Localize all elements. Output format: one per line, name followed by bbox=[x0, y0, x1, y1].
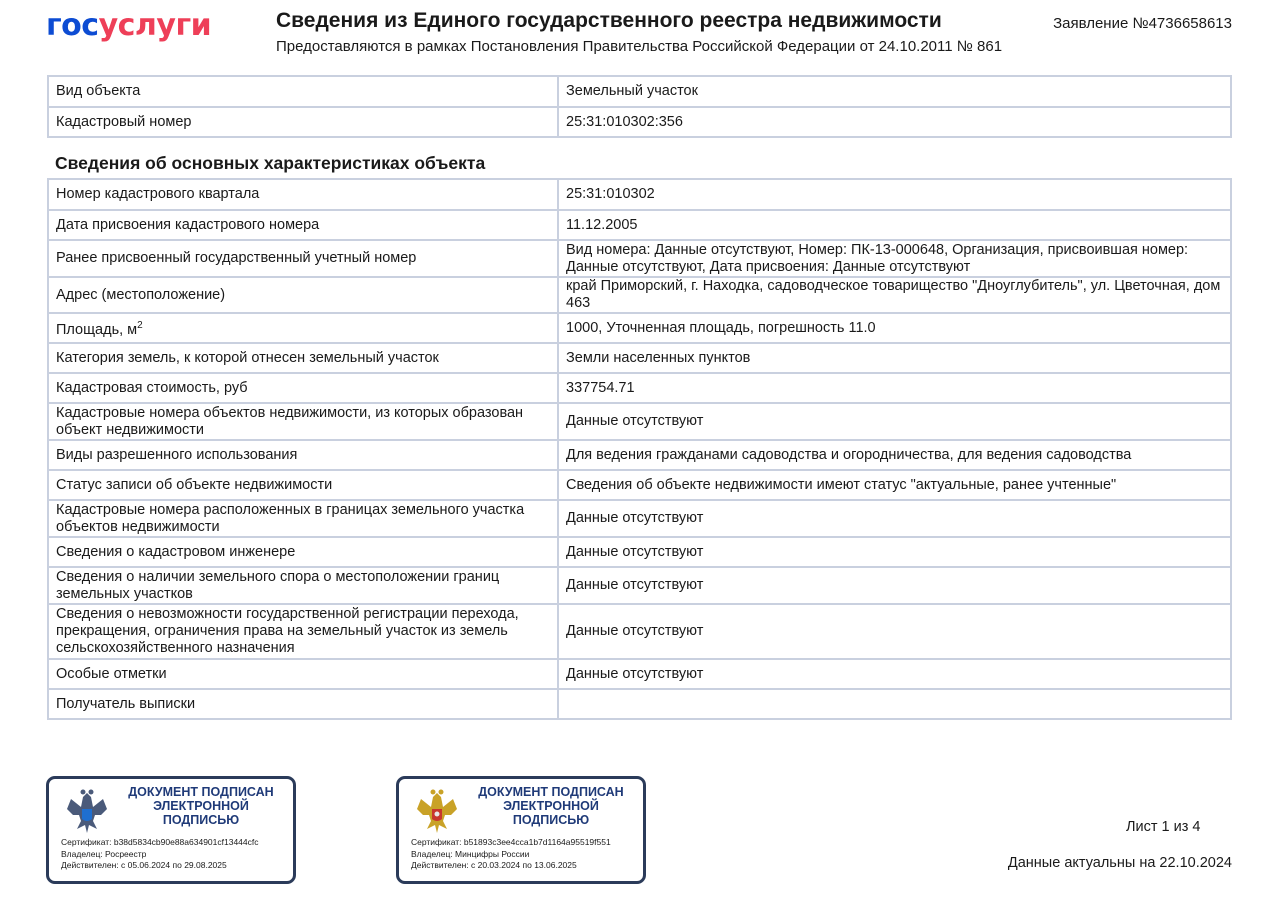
stamp-owner: Владелец: Минцифры России bbox=[411, 848, 530, 859]
row-label: Кадастровые номера расположенных в границах земельного участка объектов недвижимости bbox=[48, 500, 558, 537]
row-value: 11.12.2005 bbox=[558, 210, 1231, 240]
row-value: 337754.71 bbox=[558, 373, 1231, 403]
electronic-signature-stamp bbox=[396, 776, 646, 884]
table-row bbox=[48, 313, 1231, 343]
row-label: Кадастровый номер bbox=[48, 107, 558, 137]
stamp-heading-line: ПОДПИСЬЮ bbox=[512, 813, 590, 827]
row-label: Получатель выписки bbox=[48, 689, 558, 719]
logo-part-gos: гос bbox=[46, 8, 99, 43]
area-label: Площадь, м bbox=[56, 321, 138, 338]
russia-coat-of-arms-emblem-icon bbox=[413, 787, 461, 837]
table-row bbox=[48, 277, 1231, 313]
row-label: Категория земель, к которой отнесен земельный участок bbox=[48, 343, 558, 373]
table-row bbox=[48, 440, 1231, 470]
row-value bbox=[558, 689, 1231, 719]
row-value: 1000, Уточненная площадь, погрешность 11.0 bbox=[558, 313, 1231, 343]
table-row bbox=[48, 567, 1231, 604]
row-label: Кадастровая стоимость, руб bbox=[48, 373, 558, 403]
stamp-certificate: Сертификат: b51893c3ee4cca1b7d1164a95519f551 bbox=[411, 837, 611, 847]
row-value: Данные отсутствуют bbox=[558, 500, 1231, 537]
table-row bbox=[48, 537, 1231, 567]
document-title: Сведения из Единого государственного реестра недвижимости bbox=[276, 9, 942, 32]
row-value: Сведения об объекте недвижимости имеют статус "актуальные, ранее учтенные" bbox=[558, 470, 1231, 500]
row-label-area bbox=[48, 313, 558, 343]
table-row bbox=[48, 179, 1231, 210]
table-row bbox=[48, 470, 1231, 500]
row-value: Данные отсутствуют bbox=[558, 604, 1231, 659]
table-row bbox=[48, 343, 1231, 373]
row-value: Данные отсутствуют bbox=[558, 403, 1231, 440]
row-label: Сведения о кадастровом инженере bbox=[48, 537, 558, 567]
table-row bbox=[48, 107, 1231, 137]
stamp-heading-line: ПОДПИСЬЮ bbox=[162, 813, 240, 827]
row-label: Виды разрешенного использования bbox=[48, 440, 558, 470]
row-value: Данные отсутствуют bbox=[558, 537, 1231, 567]
row-label: Сведения о невозможности государственной регистрации перехода, прекращения, ограничения права на земельный участок из земель сельскохозяйственного назначения bbox=[48, 604, 558, 659]
electronic-signature-stamp bbox=[46, 776, 296, 884]
row-value: Для ведения гражданами садоводства и огородничества, для ведения садоводства bbox=[558, 440, 1231, 470]
gosuslugi-logo bbox=[46, 8, 211, 43]
stamp-info bbox=[411, 837, 611, 872]
area-unit-superscript: 2 bbox=[137, 320, 143, 332]
row-value: Данные отсутствуют bbox=[558, 659, 1231, 689]
row-label: Дата присвоения кадастрового номера bbox=[48, 210, 558, 240]
table-row bbox=[48, 604, 1231, 659]
stamp-validity: Действителен: с 20.03.2024 по 13.06.2025 bbox=[411, 860, 577, 870]
table-row bbox=[48, 689, 1231, 719]
stamp-heading-line: ДОКУМЕНТ ПОДПИСАН bbox=[128, 785, 274, 799]
data-actual-date: Данные актуальны на 22.10.2024 bbox=[1007, 855, 1232, 871]
stamp-owner: Владелец: Росреестр bbox=[61, 848, 147, 859]
object-table bbox=[47, 75, 1232, 138]
stamp-validity: Действителен: с 05.06.2024 по 29.08.2025 bbox=[61, 860, 227, 870]
table-row bbox=[48, 659, 1231, 689]
row-label: Номер кадастрового квартала bbox=[48, 179, 558, 210]
row-label: Вид объекта bbox=[48, 76, 558, 107]
stamp-certificate: Сертификат: b38d5834cb90e88a634901cf13444cfc bbox=[61, 837, 259, 847]
row-label: Кадастровые номера объектов недвижимости, из которых образован объект недвижимости bbox=[48, 403, 558, 440]
table-row bbox=[48, 240, 1231, 277]
row-value: Вид номера: Данные отсутствуют, Номер: ПК-13-000648, Организация, присвоившая номер: Данные отсутствуют, Дата присвоения: Данные отсутствуют bbox=[558, 240, 1231, 277]
rosreestr-eagle-emblem-icon bbox=[63, 787, 111, 837]
row-label: Статус записи об объекте недвижимости bbox=[48, 470, 558, 500]
row-label: Сведения о наличии земельного спора о местоположении границ земельных участков bbox=[48, 567, 558, 604]
stamp-heading-line: ЭЛЕКТРОННОЙ bbox=[503, 799, 599, 813]
stamp-heading bbox=[461, 785, 641, 827]
stamp-heading-line: ДОКУМЕНТ ПОДПИСАН bbox=[478, 785, 624, 799]
row-value: Земли населенных пунктов bbox=[558, 343, 1231, 373]
row-label: Особые отметки bbox=[48, 659, 558, 689]
logo-part-uslugi: услуги bbox=[98, 8, 212, 43]
row-label: Адрес (местоположение) bbox=[48, 277, 558, 313]
row-value: 25:31:010302 bbox=[558, 179, 1231, 210]
table-row bbox=[48, 210, 1231, 240]
row-value: край Приморский, г. Находка, садоводческое товарищество "Дноуглубитель", ул. Цветочная, дом 463 bbox=[558, 277, 1231, 313]
table-row bbox=[48, 403, 1231, 440]
document-subtitle: Предоставляются в рамках Постановления Правительства Российской Федерации от 24.10.2011 № 861 bbox=[276, 38, 1003, 55]
row-value: 25:31:010302:356 bbox=[558, 107, 1231, 137]
stamp-heading-line: ЭЛЕКТРОННОЙ bbox=[153, 799, 249, 813]
section-heading: Сведения об основных характеристиках объекта bbox=[55, 153, 486, 173]
row-label: Ранее присвоенный государственный учетный номер bbox=[48, 240, 558, 277]
table-row bbox=[48, 76, 1231, 107]
row-value: Данные отсутствуют bbox=[558, 567, 1231, 604]
application-number: Заявление №4736658613 bbox=[1053, 15, 1232, 32]
table-row bbox=[48, 373, 1231, 403]
stamp-heading bbox=[111, 785, 291, 827]
row-value: Земельный участок bbox=[558, 76, 1231, 107]
sheet-counter: Лист 1 из 4 bbox=[1126, 819, 1201, 835]
table-row bbox=[48, 500, 1231, 537]
characteristics-table bbox=[47, 178, 1232, 720]
stamp-info bbox=[61, 837, 258, 872]
